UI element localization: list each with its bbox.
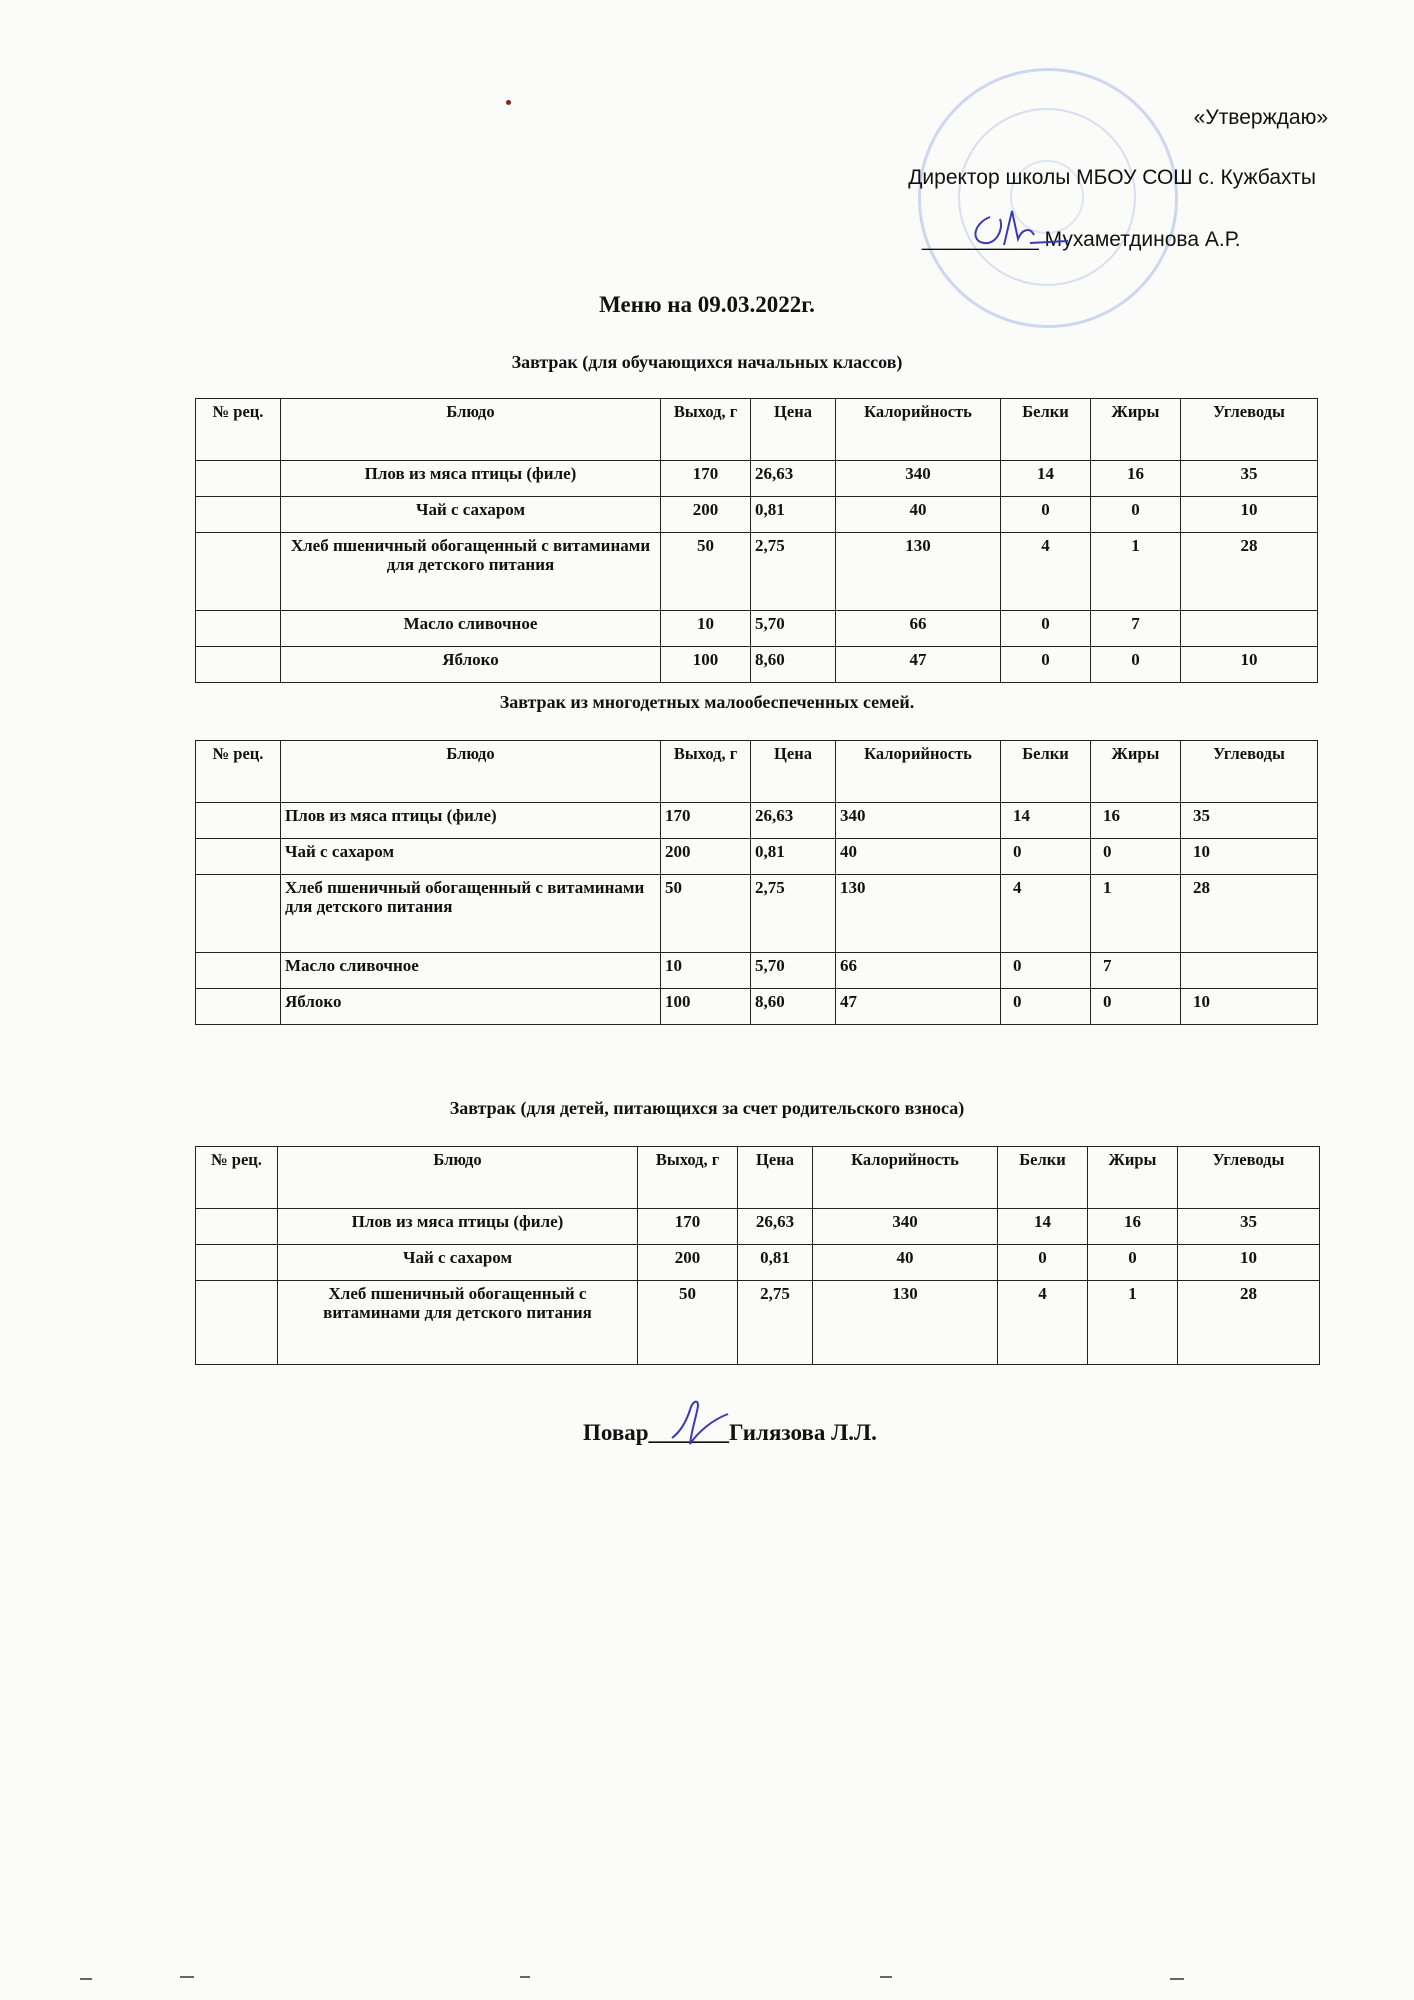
cell-protein: 14 <box>998 1209 1088 1245</box>
cell-dish: Плов из мяса птицы (филе) <box>281 803 661 839</box>
cell-output: 200 <box>638 1245 738 1281</box>
cell-kcal: 340 <box>836 461 1001 497</box>
table-row <box>196 647 1318 683</box>
cell-kcal: 40 <box>836 497 1001 533</box>
cell-fat: 1 <box>1091 533 1181 611</box>
cell-carb: 28 <box>1181 533 1318 611</box>
cell-dish: Масло сливочное <box>281 953 661 989</box>
cell-price: 0,81 <box>738 1245 813 1281</box>
page-title: Меню на 09.03.2022г. <box>599 292 815 317</box>
cell-carb: 35 <box>1181 803 1318 839</box>
cell-carb: 10 <box>1181 989 1318 1025</box>
cell-dish: Чай с сахаром <box>281 497 661 533</box>
cell-price: 5,70 <box>751 611 836 647</box>
cell-protein: 4 <box>1001 533 1091 611</box>
table-row <box>196 611 1318 647</box>
director-signature <box>960 205 1080 255</box>
cell-fat: 16 <box>1088 1209 1178 1245</box>
cell-rec <box>196 953 281 989</box>
cell-protein: 4 <box>998 1281 1088 1365</box>
col-price: Цена <box>751 399 836 461</box>
cell-fat: 1 <box>1091 875 1181 953</box>
cell-carb: 35 <box>1181 461 1318 497</box>
cell-fat: 0 <box>1088 1245 1178 1281</box>
cell-fat: 16 <box>1091 803 1181 839</box>
col-rec: № рец. <box>196 1147 278 1209</box>
cell-dish: Чай с сахаром <box>278 1245 638 1281</box>
cell-rec <box>196 647 281 683</box>
cell-fat: 16 <box>1091 461 1181 497</box>
cell-fat: 0 <box>1091 497 1181 533</box>
cell-price: 26,63 <box>751 803 836 839</box>
col-protein: Белки <box>1001 741 1091 803</box>
cell-kcal: 47 <box>836 989 1001 1025</box>
cook-name: Гилязова Л.Л. <box>729 1420 877 1445</box>
cook-underline: _______ <box>648 1420 730 1445</box>
cell-carb: 35 <box>1178 1209 1320 1245</box>
cook-signature <box>668 1392 738 1452</box>
section-3-heading: Завтрак (для детей, питающихся за счет родительского взноса) <box>449 1098 965 1118</box>
cell-price: 26,63 <box>738 1209 813 1245</box>
cell-output: 50 <box>661 533 751 611</box>
cell-output: 170 <box>638 1209 738 1245</box>
cell-dish: Хлеб пшеничный обогащенный с витаминами для детского питания <box>281 533 661 611</box>
cell-dish: Масло сливочное <box>281 611 661 647</box>
approval-label: «Утверждаю» <box>1193 106 1328 129</box>
cell-kcal: 66 <box>836 611 1001 647</box>
cell-price: 2,75 <box>751 875 836 953</box>
table-header-row <box>196 399 1318 461</box>
col-protein: Белки <box>1001 399 1091 461</box>
cell-carb: 10 <box>1181 497 1318 533</box>
cell-carb: 28 <box>1178 1281 1320 1365</box>
cell-carb: 28 <box>1181 875 1318 953</box>
scan-artifact <box>880 1976 892 1978</box>
col-price: Цена <box>738 1147 813 1209</box>
cell-output: 200 <box>661 839 751 875</box>
cell-dish: Плов из мяса птицы (филе) <box>278 1209 638 1245</box>
table-row <box>196 1245 1320 1281</box>
cell-price: 8,60 <box>751 989 836 1025</box>
col-fat: Жиры <box>1091 741 1181 803</box>
cell-kcal: 47 <box>836 647 1001 683</box>
signature-underline: __________ <box>922 228 1039 251</box>
cell-kcal: 340 <box>836 803 1001 839</box>
scan-artifact <box>520 1976 530 1978</box>
cook-label: Повар <box>583 1420 649 1445</box>
col-price: Цена <box>751 741 836 803</box>
table-row <box>196 989 1318 1025</box>
col-kcal: Калорийность <box>836 741 1001 803</box>
cell-rec <box>196 461 281 497</box>
scan-artifact <box>80 1978 92 1980</box>
scan-artifact <box>1170 1978 1184 1980</box>
cell-dish: Яблоко <box>281 647 661 683</box>
cell-price: 8,60 <box>751 647 836 683</box>
cell-protein: 0 <box>1001 497 1091 533</box>
cell-output: 170 <box>661 461 751 497</box>
col-output: Выход, г <box>661 399 751 461</box>
table-row <box>196 1209 1320 1245</box>
cell-kcal: 40 <box>836 839 1001 875</box>
col-kcal: Калорийность <box>836 399 1001 461</box>
table-row <box>196 803 1318 839</box>
col-fat: Жиры <box>1088 1147 1178 1209</box>
cell-rec <box>196 611 281 647</box>
cell-price: 26,63 <box>751 461 836 497</box>
cell-output: 200 <box>661 497 751 533</box>
director-name: Мухаметдинова А.Р. <box>1044 228 1241 251</box>
cell-protein: 4 <box>1001 875 1091 953</box>
cell-output: 50 <box>661 875 751 953</box>
cell-protein: 0 <box>1001 989 1091 1025</box>
stray-mark <box>506 100 511 105</box>
cell-protein: 0 <box>1001 839 1091 875</box>
cell-rec <box>196 839 281 875</box>
col-rec: № рец. <box>196 399 281 461</box>
cell-kcal: 130 <box>813 1281 998 1365</box>
cell-fat: 7 <box>1091 953 1181 989</box>
cell-protein: 0 <box>1001 953 1091 989</box>
cell-rec <box>196 1245 278 1281</box>
cell-carb: 10 <box>1181 647 1318 683</box>
section-2-heading: Завтрак из многодетных малообеспеченных семей. <box>499 692 915 712</box>
cell-rec <box>196 875 281 953</box>
cell-fat: 1 <box>1088 1281 1178 1365</box>
section-1-heading: Завтрак (для обучающихся начальных классов) <box>511 352 903 372</box>
cell-rec <box>196 497 281 533</box>
cell-fat: 0 <box>1091 839 1181 875</box>
cell-protein: 0 <box>998 1245 1088 1281</box>
col-protein: Белки <box>998 1147 1088 1209</box>
table-header-row <box>196 1147 1320 1209</box>
cell-carb <box>1181 953 1318 989</box>
col-fat: Жиры <box>1091 399 1181 461</box>
cell-fat: 0 <box>1091 647 1181 683</box>
cell-price: 2,75 <box>751 533 836 611</box>
cell-kcal: 66 <box>836 953 1001 989</box>
cell-kcal: 130 <box>836 875 1001 953</box>
cell-rec <box>196 1281 278 1365</box>
table-row <box>196 1281 1320 1365</box>
cell-price: 0,81 <box>751 497 836 533</box>
col-output: Выход, г <box>661 741 751 803</box>
col-kcal: Калорийность <box>813 1147 998 1209</box>
cell-protein: 0 <box>1001 611 1091 647</box>
cell-rec <box>196 803 281 839</box>
cell-output: 10 <box>661 953 751 989</box>
col-carb: Углеводы <box>1181 399 1318 461</box>
col-output: Выход, г <box>638 1147 738 1209</box>
table-row <box>196 839 1318 875</box>
cell-protein: 14 <box>1001 461 1091 497</box>
cell-rec <box>196 1209 278 1245</box>
cell-carb: 10 <box>1178 1245 1320 1281</box>
cell-dish: Плов из мяса птицы (филе) <box>281 461 661 497</box>
cell-dish: Хлеб пшеничный обогащенный с витаминами для детского питания <box>281 875 661 953</box>
director-position: Директор школы МБОУ СОШ с. Кужбахты <box>908 166 1316 189</box>
table-row <box>196 875 1318 953</box>
col-carb: Углеводы <box>1181 741 1318 803</box>
menu-table-1 <box>195 398 1318 683</box>
col-dish: Блюдо <box>278 1147 638 1209</box>
scan-artifact <box>180 1976 194 1978</box>
cell-price: 0,81 <box>751 839 836 875</box>
cell-protein: 0 <box>1001 647 1091 683</box>
cell-rec <box>196 989 281 1025</box>
cell-output: 100 <box>661 989 751 1025</box>
cell-output: 100 <box>661 647 751 683</box>
table-row <box>196 533 1318 611</box>
cell-dish: Чай с сахаром <box>281 839 661 875</box>
cell-kcal: 130 <box>836 533 1001 611</box>
table-row <box>196 953 1318 989</box>
col-carb: Углеводы <box>1178 1147 1320 1209</box>
cell-price: 2,75 <box>738 1281 813 1365</box>
cell-carb: 10 <box>1181 839 1318 875</box>
cell-rec <box>196 533 281 611</box>
col-rec: № рец. <box>196 741 281 803</box>
table-row <box>196 497 1318 533</box>
cell-kcal: 340 <box>813 1209 998 1245</box>
menu-table-3 <box>195 1146 1320 1365</box>
cell-protein: 14 <box>1001 803 1091 839</box>
cell-price: 5,70 <box>751 953 836 989</box>
cell-dish: Хлеб пшеничный обогащенный с витаминами для детского питания <box>278 1281 638 1365</box>
cell-carb <box>1181 611 1318 647</box>
col-dish: Блюдо <box>281 399 661 461</box>
cell-fat: 0 <box>1091 989 1181 1025</box>
cell-output: 10 <box>661 611 751 647</box>
table-row <box>196 461 1318 497</box>
menu-table-2 <box>195 740 1318 1025</box>
cell-fat: 7 <box>1091 611 1181 647</box>
col-dish: Блюдо <box>281 741 661 803</box>
cell-output: 50 <box>638 1281 738 1365</box>
table-header-row <box>196 741 1318 803</box>
cell-kcal: 40 <box>813 1245 998 1281</box>
cell-output: 170 <box>661 803 751 839</box>
cell-dish: Яблоко <box>281 989 661 1025</box>
